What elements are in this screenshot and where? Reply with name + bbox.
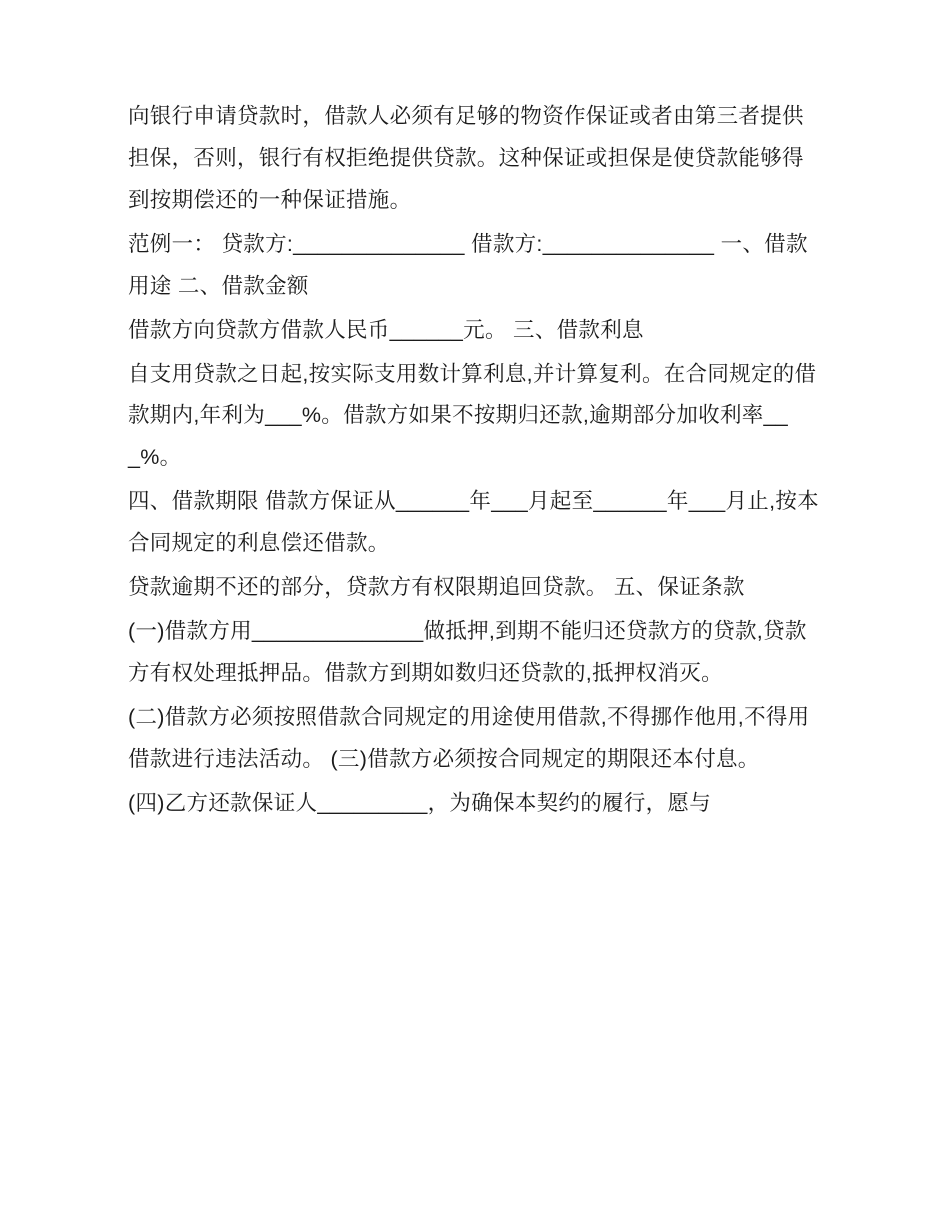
paragraph: (一)借款方用______________做抵押,到期不能归还贷款方的贷款,贷款方有权处理抵押品。借款方到期如数归还贷款的,抵押权消灭。 bbox=[128, 619, 807, 685]
paragraph: 四、借款期限 借款方保证从______年___月起至______年___月止,按本合同规定的利息偿还借款。 bbox=[128, 489, 819, 556]
paragraph: 向银行申请贷款时，借款人必须有足够的物资作保证或者由第三者提供担保，否则，银行有权拒绝提供贷款。这种保证或担保是使贷款能够得到按期偿还的一种保证措施。 bbox=[128, 104, 804, 212]
paragraph: 借款方向贷款方借款人民币______元。 三、借款利息 bbox=[128, 317, 644, 342]
document-body bbox=[128, 96, 822, 825]
paragraph: 贷款逾期不还的部分，贷款方有权限期追回贷款。 五、保证条款 bbox=[128, 575, 745, 600]
paragraph: (四)乙方还款保证人_________，为确保本契约的履行，愿与 bbox=[128, 790, 712, 815]
paragraph: 自支用贷款之日起,按实际支用数计算利息,并计算复利。在合同规定的借款期内,年利为___%。借款方如果不按期归还款,逾期部分加收利率___%。 bbox=[128, 361, 817, 470]
paragraph: (二)借款方必须按照借款合同规定的用途使用借款,不得挪作他用,不得用借款进行违法活动。 (三)借款方必须按合同规定的期限还本付息。 bbox=[128, 704, 810, 771]
paragraph: 范例一： 贷款方:______________ 借款方:______________ 一、借款用途 二、借款金额 bbox=[128, 231, 808, 298]
